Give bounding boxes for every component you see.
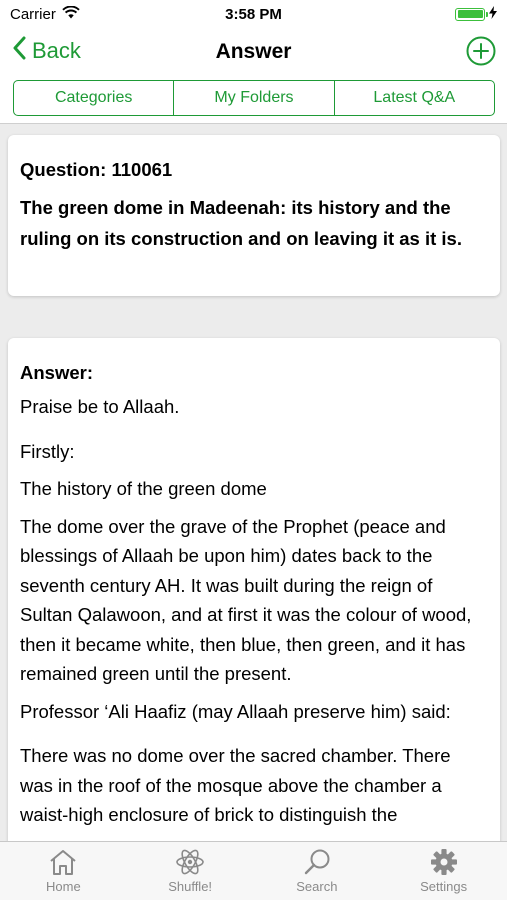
plus-circle-icon: [466, 53, 496, 70]
tab-categories[interactable]: Categories: [14, 81, 174, 115]
tab-shuffle-label: Shuffle!: [168, 879, 213, 894]
answer-paragraph: Praise be to Allaah.: [20, 396, 180, 417]
answer-paragraph: There was no dome over the sacred chamber. There was in the roof of the mosque above the chamber a waist-high enclosure of brick to distinguish the: [20, 745, 451, 825]
question-card: [8, 135, 500, 296]
question-title: The green dome in Madeenah: its history and the ruling on its construction and on leaving it as it is.: [20, 197, 462, 249]
status-bar: [0, 0, 507, 28]
status-right: [455, 6, 497, 23]
status-time: 3:58 PM: [225, 5, 282, 23]
tab-bar: [0, 841, 507, 900]
tab-latest-qa[interactable]: Latest Q&A: [373, 89, 456, 106]
tab-search[interactable]: [254, 842, 381, 900]
gear-icon: [429, 848, 459, 879]
tab-shuffle[interactable]: [127, 842, 254, 900]
carrier-label: Carrier: [10, 5, 56, 23]
answer-paragraph: Firstly:: [20, 440, 75, 462]
tab-home-label: Home: [46, 879, 81, 894]
segmented-control: [13, 80, 495, 116]
status-left: [10, 6, 80, 23]
search-icon: [302, 848, 332, 879]
tab-my-folders[interactable]: My Folders: [174, 81, 334, 115]
tab-settings-label: Settings: [420, 879, 468, 894]
add-button[interactable]: [466, 36, 496, 71]
tab-search-label: Search: [296, 879, 338, 894]
home-icon: [48, 848, 78, 879]
answer-paragraph: The dome over the grave of the Prophet (peace and blessings of Allaah be upon him) dates back to the seventh century AH. It was built during the reign of Sultan Qalawoon, and at first it was the colour of wood, then it became white, then blue, then green, and it has remained green until the present.: [20, 515, 472, 684]
back-label: Back: [32, 38, 81, 63]
answer-heading: Answer:: [20, 362, 93, 383]
navigation-bar: [0, 28, 507, 78]
tab-home[interactable]: [0, 842, 127, 900]
wifi-icon: [62, 6, 80, 23]
answer-card[interactable]: [8, 338, 500, 858]
tab-settings[interactable]: [380, 842, 507, 900]
page-title: Answer: [215, 40, 292, 63]
question-number: Question: 110061: [20, 159, 173, 180]
battery-icon: [455, 8, 485, 21]
battery-fill: [458, 10, 483, 18]
segmented-control-bar: [0, 78, 507, 124]
answer-paragraph: Professor ‘Ali Haafiz (may Allaah preserve him) said:: [20, 700, 451, 722]
atom-icon: [175, 848, 205, 879]
charging-bolt-icon: [489, 6, 497, 23]
answer-paragraph: The history of the green dome: [20, 478, 267, 499]
